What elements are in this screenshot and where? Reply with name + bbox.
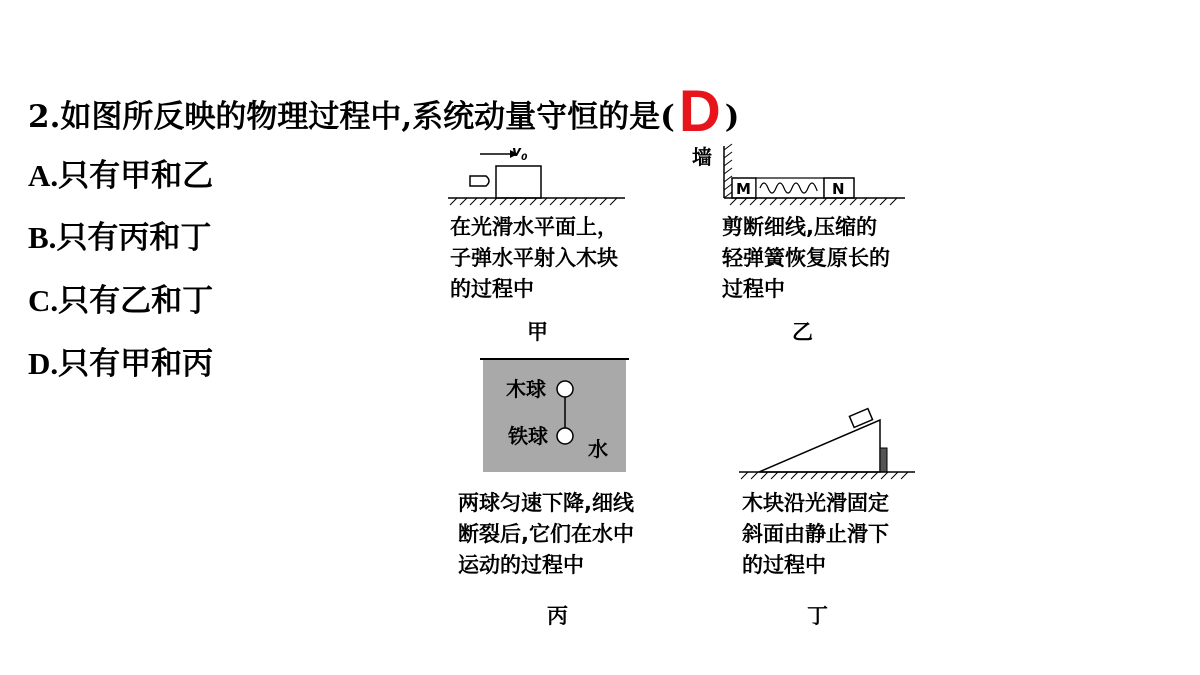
option-c[interactable]	[28, 275, 213, 320]
wall-label: 墙	[692, 145, 712, 169]
ground-hatch	[450, 198, 617, 205]
question-close-paren: )	[724, 99, 740, 135]
figure-ding-label: 丁	[807, 604, 828, 628]
figure-bing-label: 丙	[547, 604, 568, 628]
option-d[interactable]	[28, 338, 213, 383]
question-text: 2.如图所反映的物理过程中,系统动量守恒的是(	[28, 99, 675, 135]
option-d-text: 只有甲和丙	[58, 346, 214, 382]
option-c-text: 只有乙和丁	[58, 283, 214, 319]
wood-ball	[557, 381, 573, 397]
figure-yi-diagram	[690, 140, 915, 215]
ground-hatch	[730, 198, 897, 205]
stopper	[880, 448, 887, 472]
option-a[interactable]	[28, 150, 213, 195]
incline	[759, 420, 880, 472]
bullet	[470, 176, 489, 186]
wall-hatch	[724, 144, 732, 198]
ground-hatch	[741, 472, 908, 479]
figure-yi-label: 乙	[792, 320, 813, 344]
string-frame	[756, 178, 824, 198]
question-stem	[28, 78, 739, 145]
wood-ball-label: 木球	[506, 377, 546, 401]
figure-bing-diagram	[480, 355, 630, 475]
option-d-letter: D.	[28, 346, 59, 381]
option-b[interactable]	[28, 212, 211, 257]
figure-jia-diagram	[440, 140, 640, 215]
figure-ding-caption: 木块沿光滑固定 斜面由静止滑下 的过程中	[742, 491, 889, 577]
iron-ball-label: 铁球	[508, 424, 548, 448]
velocity-label: $v_0$	[512, 144, 528, 163]
option-a-letter: A.	[28, 158, 59, 193]
answer-mark: D	[678, 79, 721, 144]
figure-bing-caption: 两球匀速下降,细线 断裂后,它们在水中 运动的过程中	[458, 491, 634, 577]
figure-yi-caption: 剪断细线,压缩的 轻弹簧恢复原长的 过程中	[722, 215, 890, 301]
option-b-letter: B.	[28, 220, 57, 255]
block-n-label: N	[832, 180, 845, 198]
iron-ball	[557, 428, 573, 444]
water-label: 水	[588, 437, 608, 461]
figure-ding-diagram	[735, 400, 920, 490]
figure-jia-caption: 在光滑水平面上， 子弹水平射入木块 的过程中	[450, 215, 618, 301]
option-a-text: 只有甲和乙	[58, 158, 214, 194]
option-c-letter: C.	[28, 283, 59, 318]
block-m-label: M	[736, 180, 751, 198]
figure-jia-label: 甲	[527, 320, 548, 344]
option-b-text: 只有丙和丁	[56, 220, 212, 256]
wood-block	[496, 166, 541, 198]
